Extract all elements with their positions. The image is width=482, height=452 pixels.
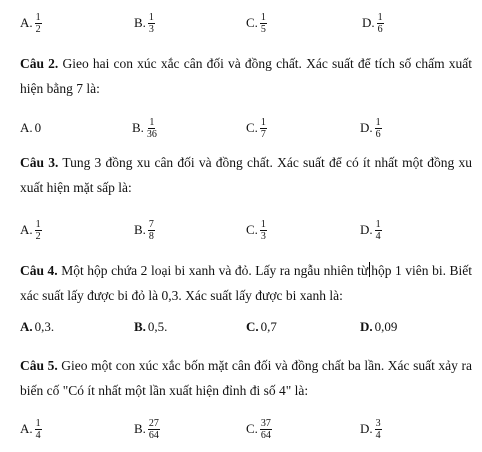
question-text-continued: hộp 1 viên bi. Biết xác suất lấy được bi đỏ là 0,3. Xác suất lấy được bi xanh là: — [20, 263, 473, 303]
option-label: B. — [132, 120, 144, 135]
q3-option-c[interactable] — [246, 215, 267, 245]
option-label: B. — [134, 222, 146, 237]
fraction — [260, 219, 267, 242]
numerator: 1 — [260, 116, 266, 128]
denominator: 4 — [375, 230, 381, 242]
numerator: 1 — [35, 218, 41, 230]
q1-options — [0, 8, 482, 38]
q5-option-d[interactable] — [360, 414, 382, 444]
q4-options — [0, 312, 482, 342]
option-label: D. — [360, 120, 373, 135]
denominator: 4 — [375, 429, 381, 441]
option-label: C. — [246, 15, 258, 30]
denominator: 3 — [260, 230, 266, 242]
fraction — [260, 12, 267, 35]
question-label: Câu 5. — [20, 358, 58, 373]
fraction — [260, 117, 267, 140]
option-label: C. — [246, 222, 258, 237]
numerator: 1 — [148, 11, 154, 23]
fraction — [375, 219, 382, 242]
fraction — [148, 12, 155, 35]
numerator: 1 — [377, 11, 383, 23]
q2-option-a[interactable] — [20, 113, 41, 143]
denominator: 5 — [260, 23, 266, 35]
numerator: 1 — [35, 11, 41, 23]
q4-option-b[interactable] — [134, 312, 167, 342]
denominator: 64 — [148, 429, 159, 441]
denominator: 6 — [375, 128, 381, 140]
fraction — [375, 117, 382, 140]
fraction — [148, 418, 160, 441]
option-label: D. — [360, 222, 373, 237]
numerator: 1 — [260, 218, 266, 230]
q2-option-d[interactable] — [360, 113, 382, 143]
numerator: 27 — [148, 417, 159, 429]
option-label: C. — [246, 319, 259, 334]
q3-options — [0, 215, 482, 245]
q2-option-c[interactable] — [246, 113, 267, 143]
denominator: 2 — [35, 23, 41, 35]
numerator: 37 — [260, 417, 271, 429]
numerator: 1 — [375, 218, 381, 230]
q1-option-d[interactable] — [362, 8, 384, 38]
question-2 — [20, 51, 472, 101]
option-label: C. — [246, 120, 258, 135]
option-label: C. — [246, 421, 258, 436]
q1-option-a[interactable] — [20, 8, 42, 38]
option-label: B. — [134, 421, 146, 436]
numerator: 1 — [260, 11, 266, 23]
q1-option-c[interactable] — [246, 8, 267, 38]
question-3 — [20, 150, 472, 200]
option-label: D. — [360, 319, 373, 334]
option-value: 0,3. — [34, 319, 55, 334]
fraction — [35, 219, 42, 242]
q5-option-c[interactable] — [246, 414, 272, 444]
denominator: 7 — [260, 128, 266, 140]
fraction — [35, 12, 42, 35]
option-label: A. — [20, 319, 33, 334]
option-label: D. — [362, 15, 375, 30]
option-label: D. — [360, 421, 373, 436]
question-label: Câu 3. — [20, 155, 59, 170]
fraction — [260, 418, 272, 441]
denominator: 64 — [260, 429, 271, 441]
numerator: 1 — [149, 116, 155, 128]
option-label: B. — [134, 319, 146, 334]
q4-option-c[interactable] — [246, 312, 277, 342]
question-4 — [20, 258, 472, 308]
q2-option-b[interactable] — [132, 113, 158, 143]
numerator: 1 — [35, 417, 41, 429]
q1-option-b[interactable] — [134, 8, 155, 38]
fraction — [148, 219, 155, 242]
denominator: 8 — [148, 230, 154, 242]
option-label: A. — [20, 15, 33, 30]
numerator: 7 — [148, 218, 154, 230]
fraction — [375, 418, 382, 441]
q3-option-a[interactable] — [20, 215, 42, 245]
q5-option-a[interactable] — [20, 414, 42, 444]
fraction — [377, 12, 384, 35]
numerator: 1 — [375, 116, 381, 128]
denominator: 4 — [35, 429, 41, 441]
option-value: 0,5. — [147, 319, 168, 334]
q3-option-d[interactable] — [360, 215, 382, 245]
option-value: 0,7 — [260, 319, 277, 334]
q5-option-b[interactable] — [134, 414, 160, 444]
denominator: 3 — [148, 23, 154, 35]
denominator: 2 — [35, 230, 41, 242]
option-label: B. — [134, 15, 146, 30]
question-text: Gieo hai con xúc xắc cân đối và đồng chất. Xác suất để tích số chấm xuất hiện bằng 7 là: — [20, 56, 472, 96]
question-text: Tung 3 đồng xu cân đối và đồng chất. Xác suất để có ít nhất một đồng xu xuất hiện mặt sấp là: — [20, 155, 473, 195]
q4-option-d[interactable] — [360, 312, 397, 342]
option-value: 0 — [34, 120, 42, 135]
fraction — [35, 418, 42, 441]
option-label: A. — [20, 222, 33, 237]
q3-option-b[interactable] — [134, 215, 155, 245]
q2-options — [0, 113, 482, 143]
question-label: Câu 4. — [20, 263, 58, 278]
question-text: Một hộp chứa 2 loại bi xanh và đỏ. Lấy ra ngẫu nhiên từ — [57, 263, 369, 278]
option-label: A. — [20, 120, 33, 135]
question-5 — [20, 353, 472, 403]
q5-options — [0, 414, 482, 444]
q4-option-a[interactable] — [20, 312, 54, 342]
option-label: A. — [20, 421, 33, 436]
option-value: 0,09 — [374, 319, 398, 334]
denominator: 36 — [146, 128, 157, 140]
question-text: Gieo một con xúc xắc bốn mặt cân đối và đồng chất ba lần. Xác suất xảy ra biến cố "Có ít nhất một lần xuất hiện đỉnh đi số 4" là: — [20, 358, 472, 398]
denominator: 6 — [377, 23, 383, 35]
numerator: 3 — [375, 417, 381, 429]
fraction — [146, 117, 158, 140]
question-label: Câu 2. — [20, 56, 59, 71]
